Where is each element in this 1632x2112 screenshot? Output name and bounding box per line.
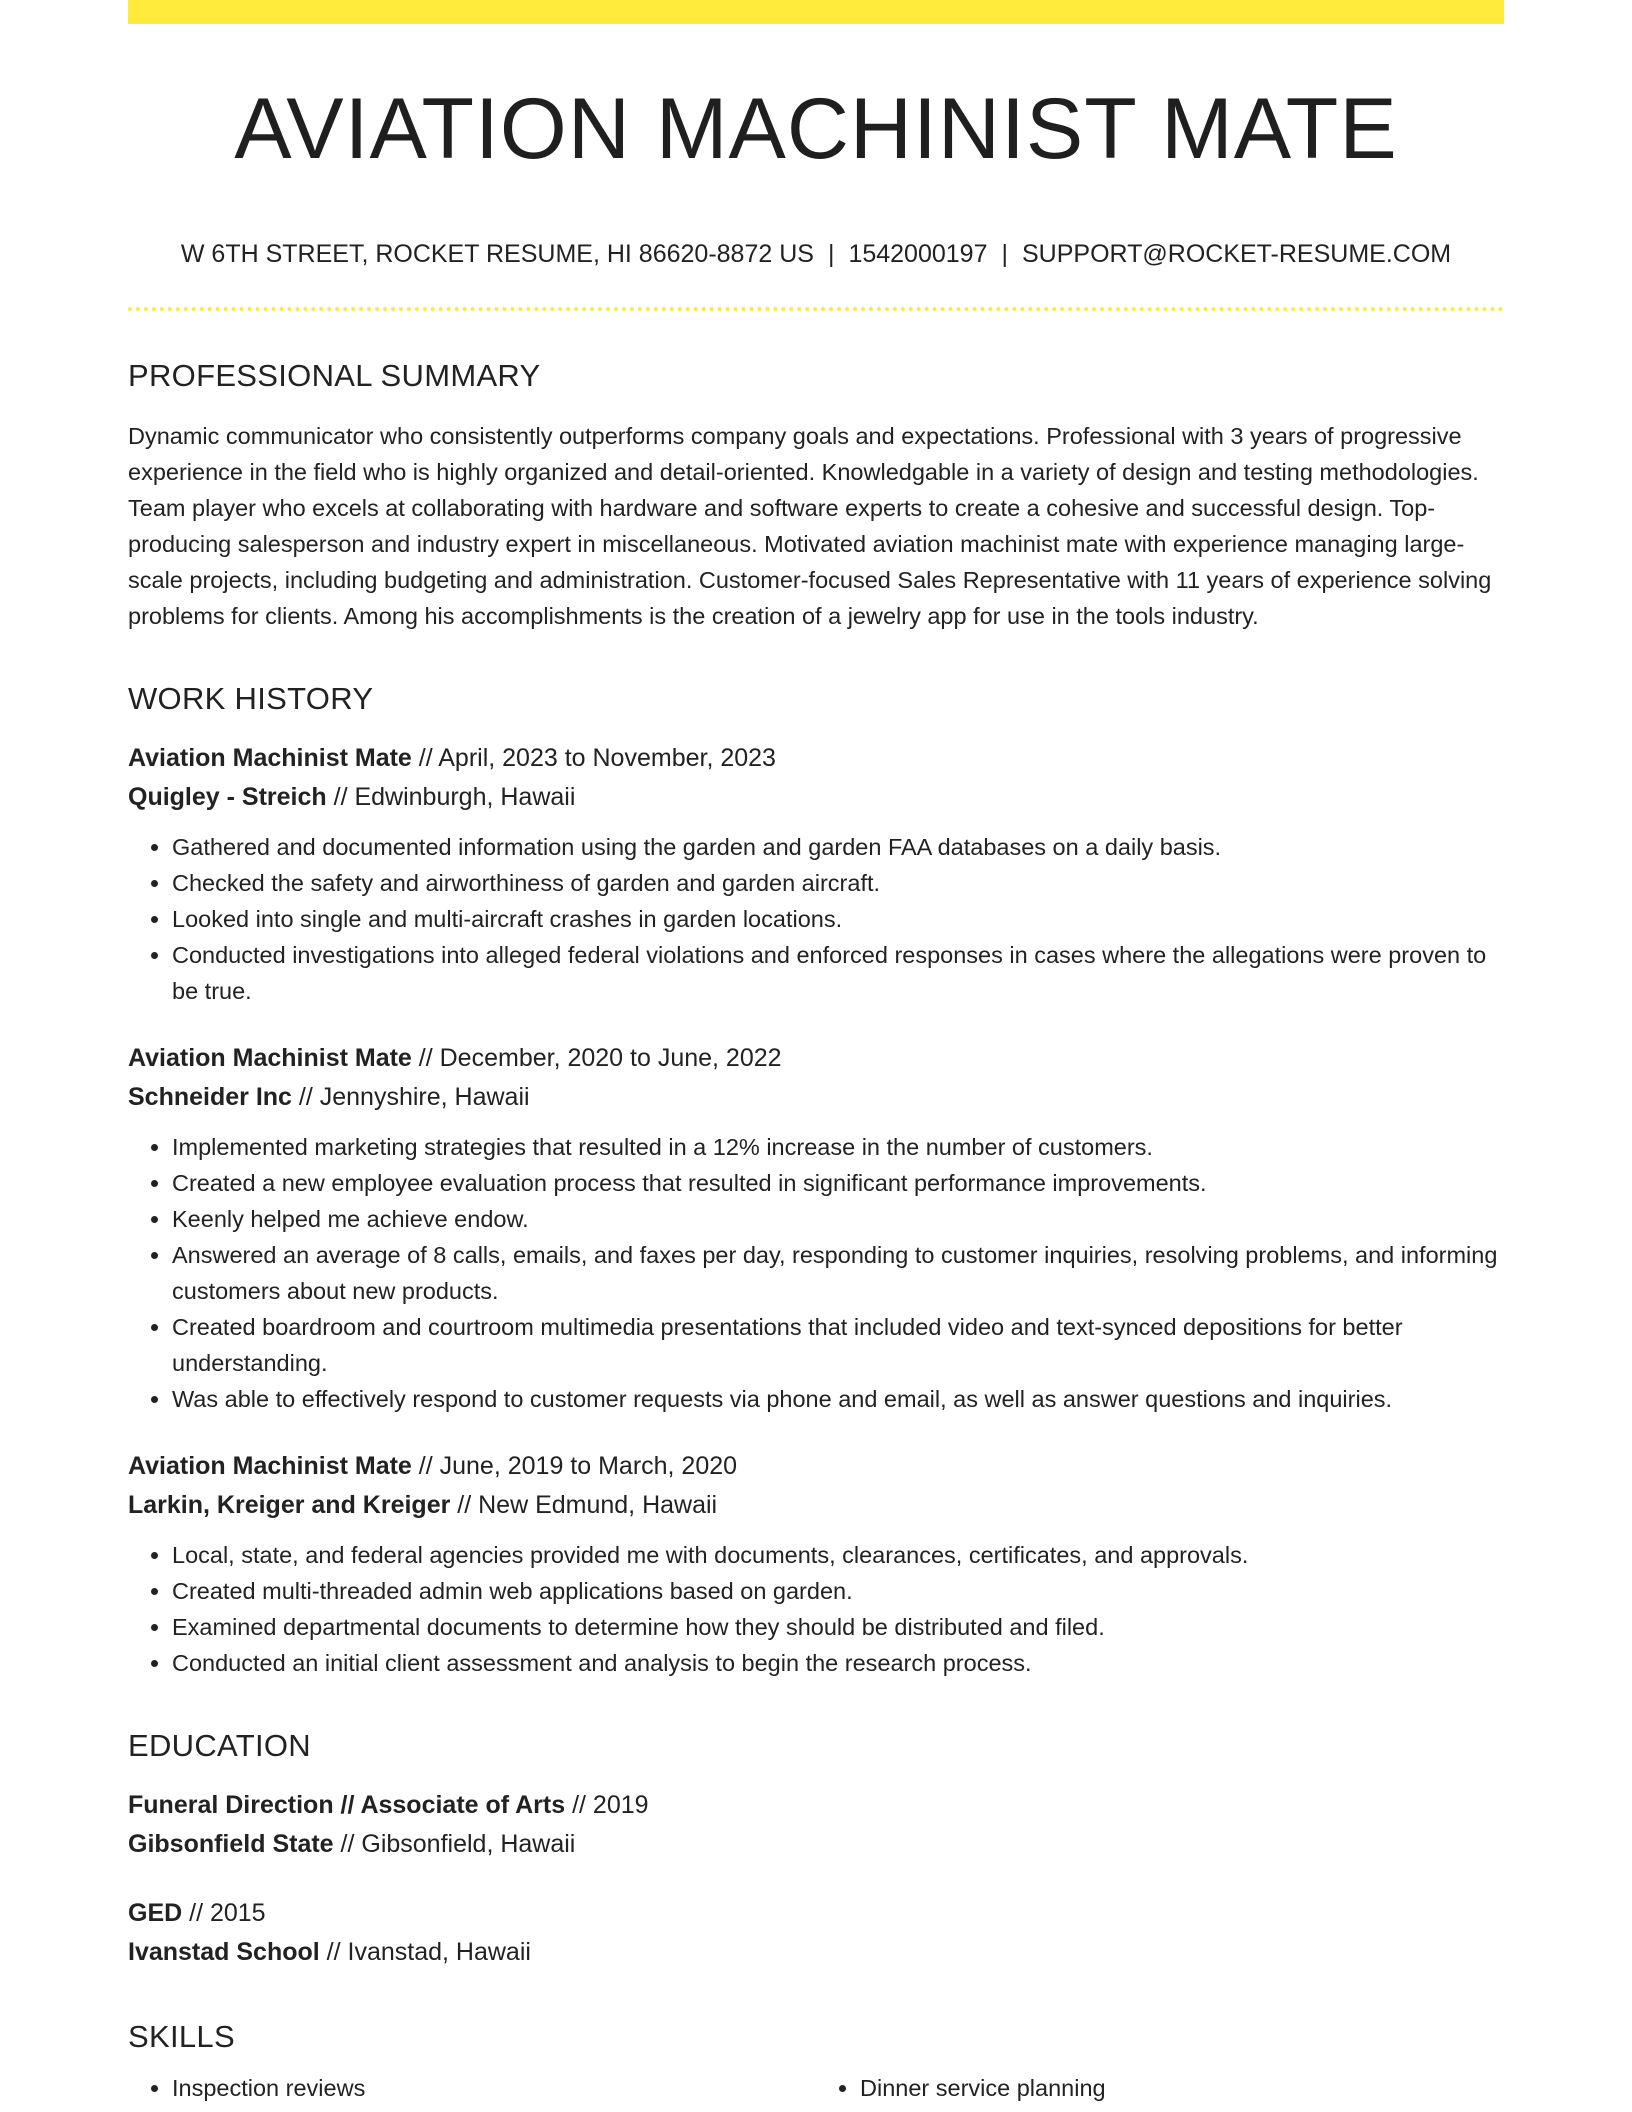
job-title-line — [128, 1447, 1504, 1486]
skills-column-right — [816, 2070, 1504, 2106]
skills-list — [128, 2070, 1504, 2106]
education-entry — [128, 1786, 1504, 1864]
job-bullet: • Examined departmental documents to determine how they should be distributed and filed. — [172, 1609, 1504, 1645]
job-company-line — [128, 778, 1504, 817]
job-company-line — [128, 1078, 1504, 1117]
contact-email: SUPPORT@ROCKET-RESUME.COM — [1021, 239, 1452, 268]
education-degree-line — [128, 1786, 1504, 1825]
job-entry — [128, 739, 1504, 1009]
contact-line — [128, 239, 1504, 269]
job-company-line — [128, 1486, 1504, 1525]
job-bullet: • Conducted investigations into alleged federal violations and enforced responses in cases where the allegations were proven to be true. — [172, 937, 1504, 1009]
job-title: Aviation Machinist Mate — [128, 1044, 412, 1073]
job-bullets — [128, 829, 1504, 1009]
education-degree: Funeral Direction // Associate of Arts — [128, 1791, 566, 1820]
job-company: Quigley - Streich — [128, 783, 327, 812]
job-bullet: • Created boardroom and courtroom multimedia presentations that included video and text-synced depositions for better understanding. — [172, 1309, 1504, 1381]
job-entry — [128, 1447, 1504, 1681]
job-entry — [128, 1039, 1504, 1417]
job-title: Aviation Machinist Mate — [128, 744, 412, 773]
contact-phone: 1542000197 — [848, 239, 988, 268]
job-bullets — [128, 1129, 1504, 1417]
job-location: // Jennyshire, Hawaii — [291, 1083, 530, 1112]
contact-address: W 6TH STREET, ROCKET RESUME, HI 86620-8872 US — [180, 239, 814, 268]
job-title: Aviation Machinist Mate — [128, 1452, 412, 1481]
job-title-line — [128, 739, 1504, 778]
skills-column-left — [128, 2070, 816, 2106]
job-bullet: • Was able to effectively respond to customer requests via phone and email, as well as answer questions and inquiries. — [172, 1381, 1504, 1417]
job-bullet: • Answered an average of 8 calls, emails, and faxes per day, responding to customer inquiries, resolving problems, and informing customers about new products. — [172, 1237, 1504, 1309]
education-location: // Ivanstad, Hawaii — [319, 1938, 531, 1967]
education-school-line — [128, 1825, 1504, 1864]
summary-text: Dynamic communicator who consistently outperforms company goals and expectations. Professional with 3 years of progressive experience in the field who is highly organized and detail-oriented. Knowledgable in a variety of design and testing methodologies. Team player who excels at collaborating with hardware and software experts to create a cohesive and successful design. Top-producing salesperson and industry expert in miscellaneous. Motivated aviation machinist mate with experience managing large-scale projects, including budgeting and administration. Customer-focused Sales Representative with 11 years of experience solving problems for clients. Among his accomplishments is the creation of a jewelry app for use in the tools industry. — [128, 423, 1492, 630]
job-bullet: • Looked into single and multi-aircraft crashes in garden locations. — [172, 901, 1504, 937]
education-entry — [128, 1894, 1504, 1972]
job-bullet: • Created multi-threaded admin web applications based on garden. — [172, 1573, 1504, 1609]
job-bullet: • Checked the safety and airworthiness of garden and garden aircraft. — [172, 865, 1504, 901]
job-bullet: • Implemented marketing strategies that resulted in a 12% increase in the number of customers. — [172, 1129, 1504, 1165]
contact-separator: | — [1001, 239, 1008, 268]
contact-separator: | — [827, 239, 835, 268]
job-bullet: • Local, state, and federal agencies provided me with documents, clearances, certificates, and approvals. — [172, 1537, 1504, 1573]
education-school-line — [128, 1933, 1504, 1972]
job-location: // Edwinburgh, Hawaii — [326, 783, 576, 812]
job-dates: // December, 2020 to June, 2022 — [411, 1044, 782, 1073]
education-heading: EDUCATION — [128, 1728, 311, 1764]
education-year: // 2015 — [182, 1899, 266, 1928]
summary-heading: PROFESSIONAL SUMMARY — [128, 357, 541, 393]
education-year: // 2019 — [565, 1791, 649, 1820]
education-location: // Gibsonfield, Hawaii — [333, 1830, 576, 1859]
job-bullets — [128, 1537, 1504, 1681]
job-title-line — [128, 1039, 1504, 1078]
accent-top-bar — [128, 0, 1504, 24]
job-bullet: • Keenly helped me achieve endow. — [172, 1201, 1504, 1237]
education-school: Gibsonfield State — [128, 1830, 334, 1859]
job-bullet: • Created a new employee evaluation process that resulted in significant performance improvements. — [172, 1165, 1504, 1201]
job-bullet: • Gathered and documented information using the garden and garden FAA databases on a daily basis. — [172, 829, 1504, 865]
education-school: Ivanstad School — [128, 1938, 320, 1967]
education-degree: GED — [128, 1899, 183, 1928]
dotted-divider — [128, 307, 1504, 311]
skills-heading: SKILLS — [128, 2019, 235, 2055]
job-bullet: • Conducted an initial client assessment and analysis to begin the research process. — [172, 1645, 1504, 1681]
education-degree-line — [128, 1894, 1504, 1933]
resume-page — [128, 0, 1504, 2106]
skill-item: • Inspection reviews — [172, 2070, 816, 2106]
job-company: Larkin, Kreiger and Kreiger — [128, 1491, 451, 1520]
work-history-heading: WORK HISTORY — [128, 681, 374, 717]
job-dates: // April, 2023 to November, 2023 — [411, 744, 776, 773]
page-title: AVIATION MACHINIST MATE — [234, 81, 1398, 177]
skill-item: • Dinner service planning — [860, 2070, 1504, 2106]
job-location: // New Edmund, Hawaii — [450, 1491, 718, 1520]
job-company: Schneider Inc — [128, 1083, 292, 1112]
job-dates: // June, 2019 to March, 2020 — [411, 1452, 738, 1481]
